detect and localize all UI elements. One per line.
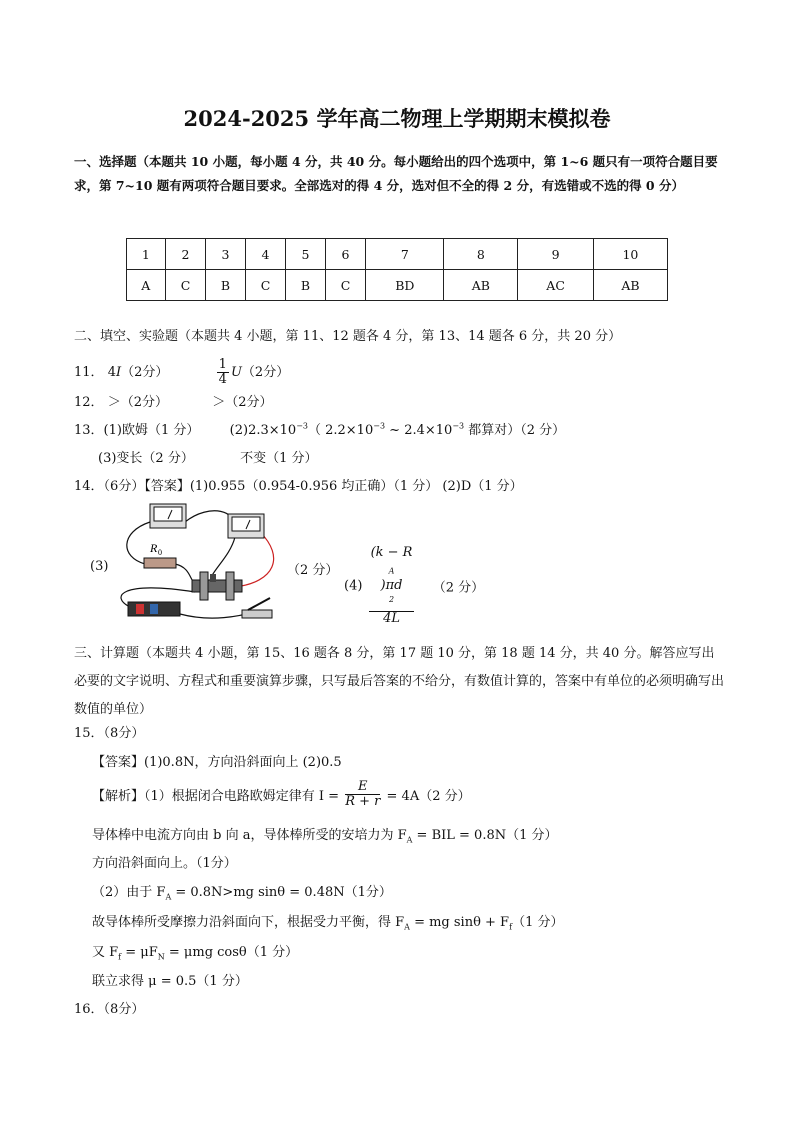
switch-icon (242, 598, 272, 618)
page-title: 2024-2025 学年高二物理上学期期末模拟卷 (183, 106, 611, 131)
q15-analysis-line5: 故导体棒所受摩擦力沿斜面向下，根据受力平衡，得 $F_A$ = mg $\sin\theta + F_f(1$ 分） (92, 915, 564, 932)
answer-table-number-row (127, 239, 668, 270)
q11-fraction: $\frac{1}{4}$ (218, 357, 227, 387)
q14-part4: (4) (k − R $_A$ )πd $^2$ 4L （2 分） (344, 545, 485, 626)
answer-table-number-cell: 3 (206, 239, 245, 270)
answer-table-answer-cell: AB (444, 270, 518, 301)
answer-table-answer-cell: C (325, 270, 366, 301)
q12: 12． ＞（2分） ＞（2分） (74, 395, 273, 410)
q13-line1: 13．(1)欧姆（1 分） $(2)2.3\times 10^{-3}$（ $2.2\times 10^{-3}$ ~ $2.4\times 10^{-3}$ 都算对）（2 分） (74, 421, 566, 438)
q14-part3-score: （2 分） (287, 563, 339, 578)
q15-answer: 【答案】(1)0.8N，方向沿斜面向上 (2)0.5 (92, 755, 342, 770)
q15-analysis-line6: 又 $F_f = \mu F_N = \mu mg$ cosθ（1 分） (92, 945, 299, 962)
q15-analysis-line7: 联立求得 μ = 0.5（1 分） (92, 974, 248, 989)
q15-analysis-line4: （2）由于 $F_A = 0.8N>mg$ sinθ = 0.48N（1分） (92, 885, 392, 902)
q14-part3-label: (3) (90, 559, 109, 574)
answer-table-number-cell: 9 (518, 239, 594, 270)
answer-table-answer-cell: B (206, 270, 245, 301)
answer-table-answer-cell: C (165, 270, 206, 301)
q15-fraction: $\frac{E}{R + r}$ (345, 779, 381, 809)
answer-table-number-cell: 2 (165, 239, 206, 270)
answer-table (126, 238, 668, 301)
answer-table-number-cell: 8 (444, 239, 518, 270)
answer-table-number-cell: 7 (366, 239, 444, 270)
q14-line1: 14．（6分）【答案】(1)0.955（0.954-0.956 均正确）（1 分） (2)D（1 分） (74, 479, 523, 494)
answer-table-answer-cell: AB (593, 270, 667, 301)
answer-table-answer-cell: AC (518, 270, 594, 301)
q15-analysis-line2: 导体棒中电流方向由 b 向 a，导体棒所受的安培力为 $F_A$ = BIL = 0.8N（1 分） (92, 828, 558, 845)
r0-label: R (150, 541, 158, 555)
answer-table-answer-cell: B (286, 270, 325, 301)
battery-icon (128, 602, 180, 616)
q14-formula: (k − R $_A$ )πd $^2$ 4L (370, 545, 413, 626)
answer-table-number-cell: 1 (127, 239, 166, 270)
resistor-r0-icon (144, 558, 176, 568)
answer-table-answer-cell: BD (366, 270, 444, 301)
answer-table-number-cell: 4 (245, 239, 286, 270)
meter-left-icon (150, 504, 186, 528)
section3-heading: 三、计算题（本题共 4 小题，第 15、16 题各 8 分，第 17 题 10 分，第 18 题 14 分，共 40 分。解答应写出必要的文字说明、方程式和重要演算步骤，只写最后答案的不给分，有数值计算的，答案中有单位的必须明确写出数值的单位） (74, 646, 725, 717)
answer-table-answer-cell: C (245, 270, 286, 301)
q11: 11． 4I（2分） $\frac{1}{4}$ U（2分） (74, 357, 290, 387)
meter-right-icon (228, 514, 264, 538)
circuit-diagram (110, 502, 280, 627)
answer-table-number-cell: 6 (325, 239, 366, 270)
q15-analysis-line3: 方向沿斜面向上。（1分） (92, 856, 237, 871)
q15-analysis-line1: 【解析】（1）根据闭合电路欧姆定律有 I = $\frac{E}{R + r}$ = 4A（2 分） (92, 779, 471, 809)
r0-subscript: 0 (158, 548, 162, 557)
section2-heading: 二、填空、实验题（本题共 4 小题，第 11、12 题各 4 分，第 13、14 题各 6 分，共 20 分） (74, 329, 622, 344)
answer-table-number-cell: 5 (286, 239, 325, 270)
answer-table-answer-cell: A (127, 270, 166, 301)
answer-table-answer-row (127, 270, 668, 301)
answer-table-number-cell: 10 (593, 239, 667, 270)
q13-line2: (3)变长（2 分） 不变（1 分） (98, 451, 318, 466)
q16-number: 16．（8分） (74, 1002, 145, 1017)
section1-heading: 一、选择题（本题共 10 小题，每小题 4 分，共 40 分。每小题给出的四个选项中，第 1~6 题只有一项符合题目要求，第 7~10 题有两项符合题目要求。全部选对的得 4 分，选对但不全的得 2 分，有选错或不选的得 0 分） (74, 154, 718, 193)
rheostat-icon (192, 572, 242, 600)
q15-number: 15．（8分） (74, 726, 145, 741)
